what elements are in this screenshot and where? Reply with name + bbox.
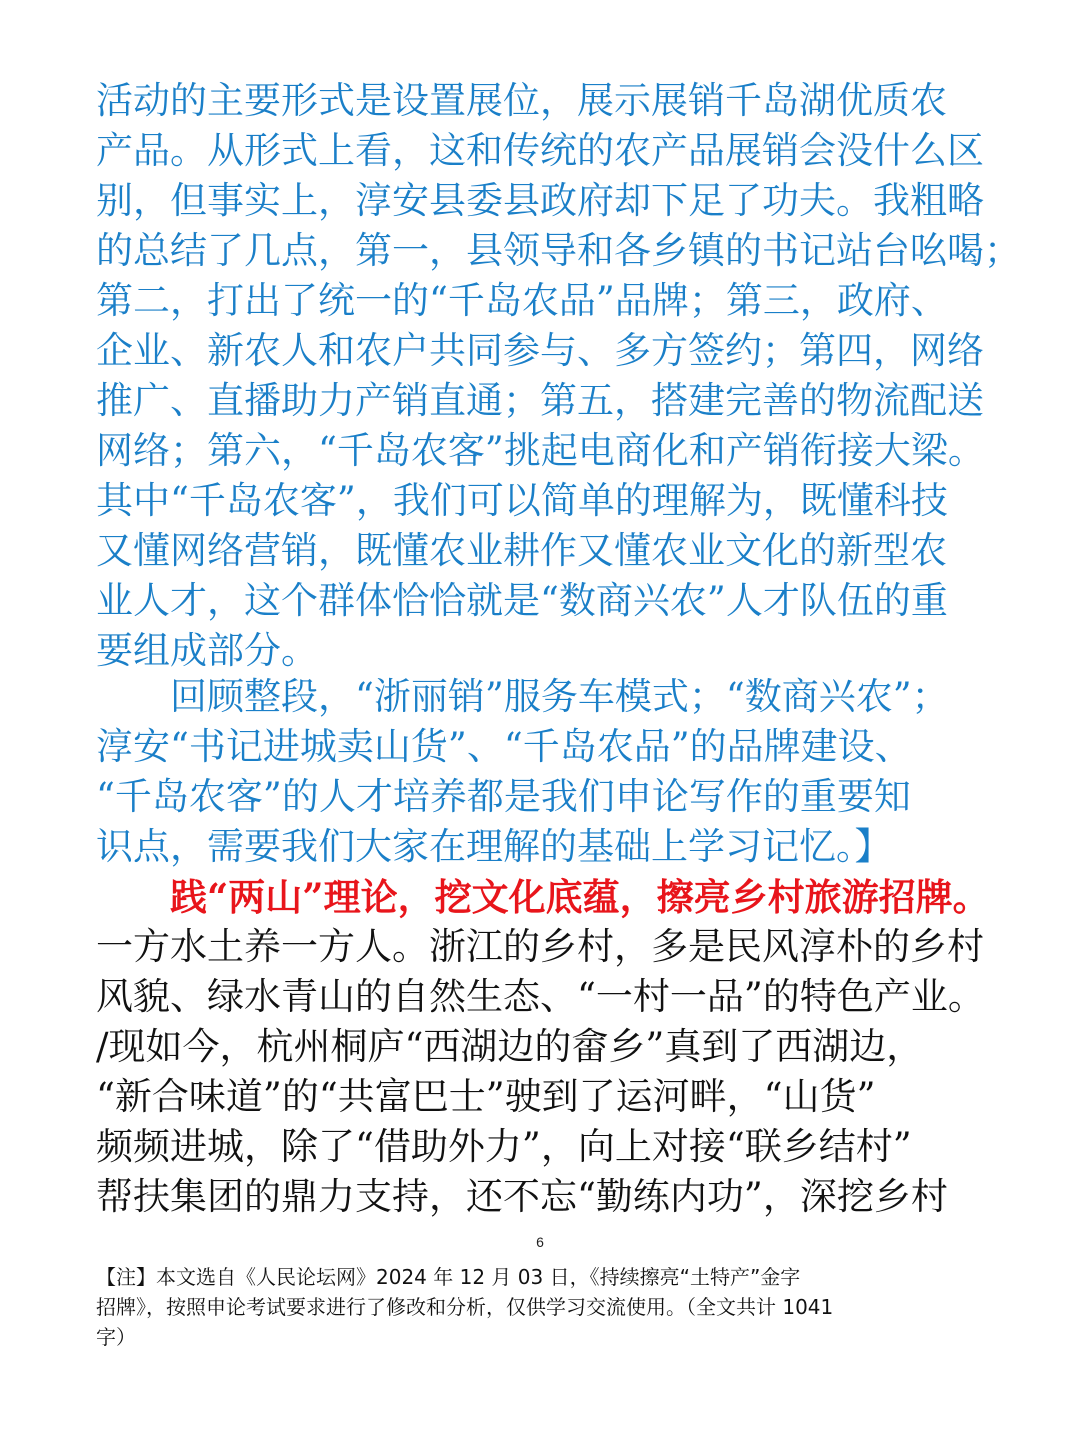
body-line-4: 的总结了几点，第一，县领导和各乡镇的书记站台吆喝； (96, 229, 1021, 272)
body-line-6: 企业、新农人和农户共同参与、多方签约；第四，网络 (96, 329, 984, 372)
body-line-14: 淳安“书记进城卖山货”、“千岛农品”的品牌建设、 (96, 725, 912, 768)
body-black-line-6: 帮扶集团的鼎力支持，还不忘“勤练内功”，深挖乡村 (96, 1175, 948, 1218)
body-line-13: 回顾整段，“浙丽销”服务车模式；“数商兴农”； (96, 675, 949, 718)
body-line-1: 活动的主要形式是设置展位，展示展销千岛湖优质农 (96, 79, 947, 122)
body-line-12: 要组成部分。 (96, 629, 318, 672)
body-line-2: 产品。从形式上看，这和传统的农产品展销会没什么区 (96, 129, 984, 172)
body-line-10: 又懂网络营销，既懂农业耕作又懂农业文化的新型农 (96, 529, 947, 572)
body-line-3: 别，但事实上，淳安县委县政府却下足了功夫。我粗略 (96, 179, 984, 222)
section-heading: 践“两山”理论，挖文化底蕴，擦亮乡村旅游招牌。 (96, 875, 990, 919)
body-line-8: 网络；第六，“千岛农客”挑起电商化和产销衔接大梁。 (96, 429, 985, 472)
body-line-9: 其中“千岛农客”，我们可以简单的理解为，既懂科技 (96, 479, 948, 522)
page-number: 6 (536, 1234, 544, 1250)
body-line-5: 第二，打出了统一的“千岛农品”品牌；第三，政府、 (96, 279, 948, 322)
body-line-7: 推广、直播助力产销直通；第五，搭建完善的物流配送 (96, 379, 984, 422)
body-line-16: 识点，需要我们大家在理解的基础上学习记忆。】 (96, 825, 892, 868)
body-line-11: 业人才，这个群体恰恰就是“数商兴农”人才队伍的重 (96, 579, 948, 622)
body-black-line-2: 风貌、绿水青山的自然生态、“一村一品”的特色产业。 (96, 975, 985, 1018)
footnote-line-2: 招牌》，按照申论考试要求进行了修改和分析，仅供学习交流使用。（全文共计 1041 (96, 1295, 834, 1319)
body-black-line-5: 频频进城，除了“借助外力”，向上对接“联乡结村” (96, 1125, 912, 1168)
body-black-line-1: 一方水土养一方人。浙江的乡村，多是民风淳朴的乡村 (96, 925, 984, 968)
body-line-15: “千岛农客”的人才培养都是我们申论写作的重要知 (96, 775, 911, 818)
footnote-line-3: 字） (96, 1325, 136, 1349)
body-black-line-3: /现如今，杭州桐庐“西湖边的畲乡”真到了西湖边， (96, 1025, 924, 1068)
footnote-line-1: 【注】本文选自《人民论坛网》2024 年 12 月 03 日，《持续擦亮“土特产”金字 (96, 1265, 801, 1289)
body-black-line-4: “新合味道”的“共富巴士”驶到了运河畔，“山货” (96, 1075, 876, 1118)
